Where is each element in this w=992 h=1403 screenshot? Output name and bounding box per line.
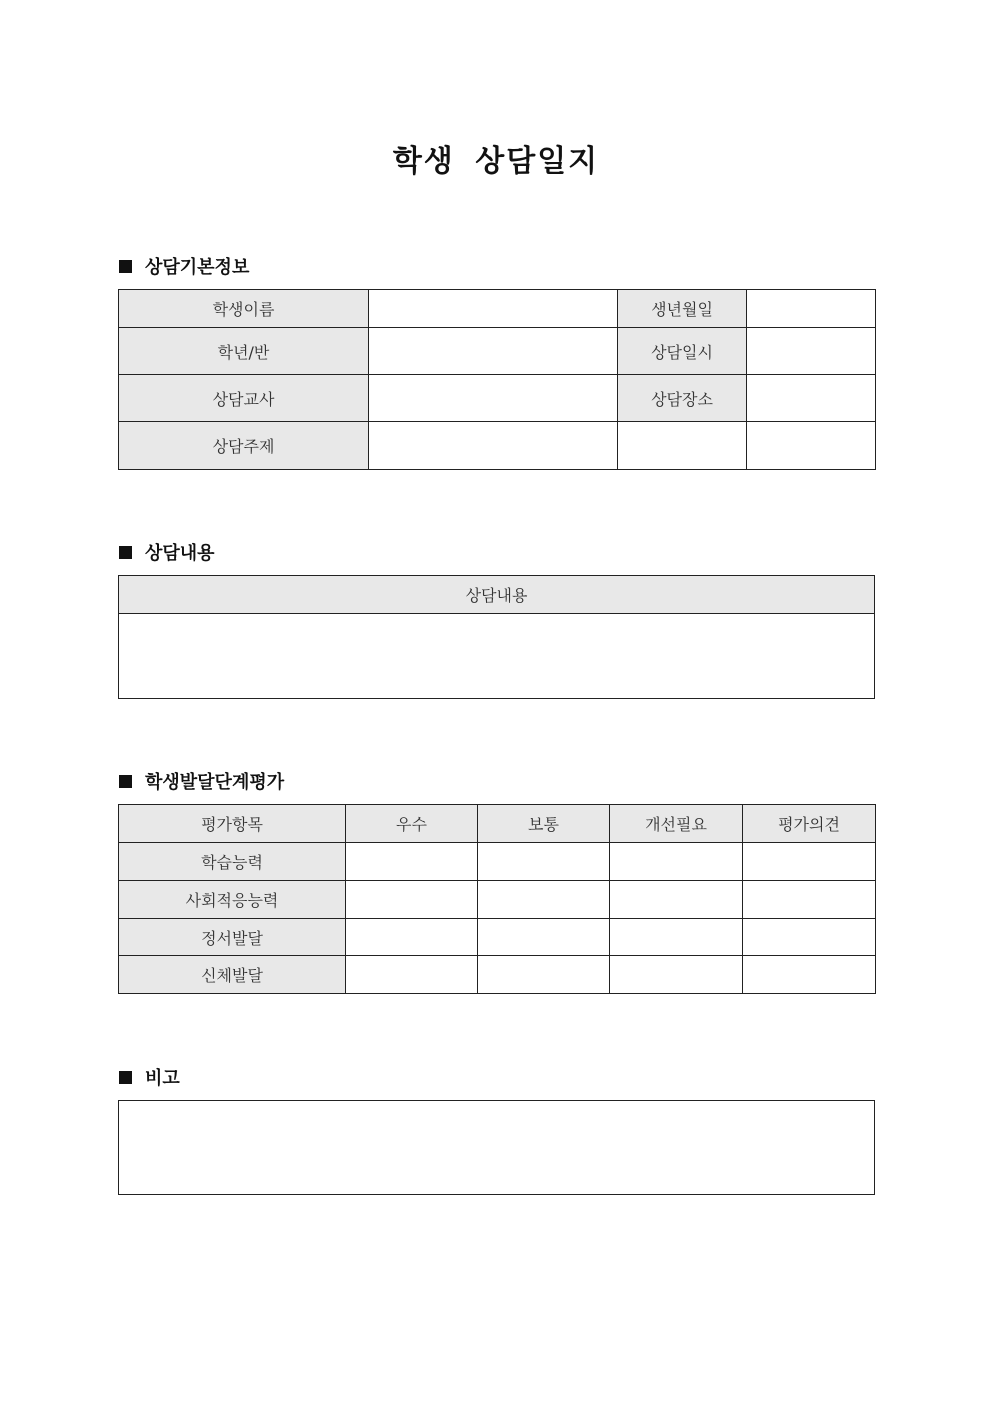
table-header-row xyxy=(119,805,876,843)
evaluation-table xyxy=(118,804,876,994)
counsel-teacher-field[interactable] xyxy=(369,375,618,422)
section-heading-content xyxy=(119,539,215,565)
column-header: 개선필요 xyxy=(610,805,743,843)
empty-cell[interactable] xyxy=(618,422,747,470)
needs-improvement-cell[interactable] xyxy=(610,843,743,881)
remarks-body-field[interactable] xyxy=(119,1101,875,1195)
column-header: 보통 xyxy=(478,805,610,843)
table-row xyxy=(119,328,876,375)
counsel-datetime-field[interactable] xyxy=(747,328,876,375)
evaluation-opinion-cell[interactable] xyxy=(743,843,876,881)
table-row xyxy=(119,919,876,956)
table-row xyxy=(119,956,876,994)
table-row xyxy=(119,614,875,699)
excellent-cell[interactable] xyxy=(346,881,478,919)
average-cell[interactable] xyxy=(478,919,610,956)
needs-improvement-cell[interactable] xyxy=(610,881,743,919)
counsel-topic-field[interactable] xyxy=(369,422,618,470)
table-row xyxy=(119,422,876,470)
section-heading-evaluation xyxy=(119,768,284,794)
counsel-place-label: 상담장소 xyxy=(618,375,747,422)
student-name-field[interactable] xyxy=(369,290,618,328)
evaluation-opinion-cell[interactable] xyxy=(743,919,876,956)
evaluation-opinion-cell[interactable] xyxy=(743,956,876,994)
average-cell[interactable] xyxy=(478,881,610,919)
square-bullet-icon xyxy=(119,1071,132,1084)
average-cell[interactable] xyxy=(478,843,610,881)
table-row xyxy=(119,881,876,919)
table-row xyxy=(119,1101,875,1195)
empty-cell[interactable] xyxy=(747,422,876,470)
table-row xyxy=(119,576,875,614)
counsel-place-field[interactable] xyxy=(747,375,876,422)
counsel-topic-label: 상담주제 xyxy=(119,422,369,470)
evaluation-item-label: 신체발달 xyxy=(119,956,346,994)
excellent-cell[interactable] xyxy=(346,956,478,994)
birthdate-field[interactable] xyxy=(747,290,876,328)
square-bullet-icon xyxy=(119,260,132,273)
grade-class-label: 학년/반 xyxy=(119,328,369,375)
section-heading-label: 상담내용 xyxy=(145,543,215,564)
evaluation-opinion-cell[interactable] xyxy=(743,881,876,919)
square-bullet-icon xyxy=(119,775,132,788)
column-header: 평가의견 xyxy=(743,805,876,843)
section-heading-label: 비고 xyxy=(145,1068,180,1089)
content-header: 상담내용 xyxy=(119,576,875,614)
excellent-cell[interactable] xyxy=(346,843,478,881)
square-bullet-icon xyxy=(119,546,132,559)
page-title: 학생 상담일지 xyxy=(392,144,600,179)
evaluation-item-label: 학습능력 xyxy=(119,843,346,881)
column-header: 우수 xyxy=(346,805,478,843)
needs-improvement-cell[interactable] xyxy=(610,956,743,994)
table-row xyxy=(119,290,876,328)
counsel-datetime-label: 상담일시 xyxy=(618,328,747,375)
evaluation-item-label: 사회적응능력 xyxy=(119,881,346,919)
section-heading-remarks xyxy=(119,1064,180,1090)
needs-improvement-cell[interactable] xyxy=(610,919,743,956)
column-header: 평가항목 xyxy=(119,805,346,843)
evaluation-item-label: 정서발달 xyxy=(119,919,346,956)
basic-info-table xyxy=(118,289,876,470)
table-row xyxy=(119,375,876,422)
average-cell[interactable] xyxy=(478,956,610,994)
counsel-teacher-label: 상담교사 xyxy=(119,375,369,422)
grade-class-field[interactable] xyxy=(369,328,618,375)
excellent-cell[interactable] xyxy=(346,919,478,956)
section-heading-label: 학생발달단계평가 xyxy=(145,772,285,793)
student-name-label: 학생이름 xyxy=(119,290,369,328)
section-heading-basic-info xyxy=(119,253,249,279)
content-table xyxy=(118,575,875,699)
content-body-field[interactable] xyxy=(119,614,875,699)
remarks-table xyxy=(118,1100,875,1195)
birthdate-label: 생년월일 xyxy=(618,290,747,328)
section-heading-label: 상담기본정보 xyxy=(145,257,250,278)
table-row xyxy=(119,843,876,881)
